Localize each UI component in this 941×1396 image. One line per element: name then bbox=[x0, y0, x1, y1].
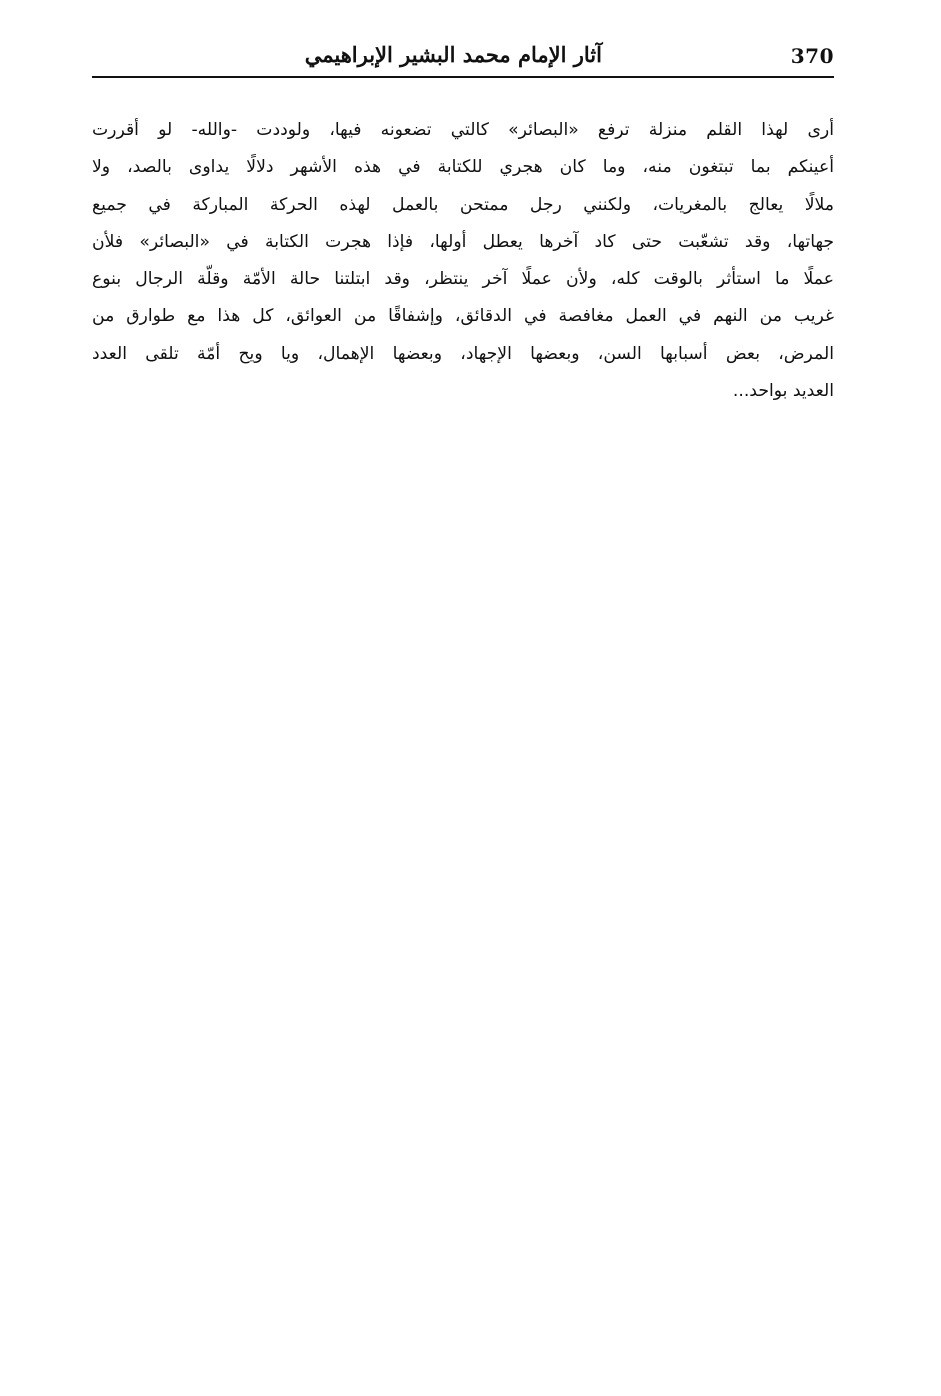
running-title: آثار الإمام محمد البشير الإبراهيمي bbox=[304, 42, 602, 67]
page-number: 370 bbox=[790, 44, 834, 68]
paragraph-line: جهاتها، وقد تشعّبت حتى كاد آخرها يعطل أولها، فإذا هجرت الكتابة في «البصائر» فلأن bbox=[92, 231, 834, 252]
body-paragraph bbox=[92, 112, 834, 410]
paragraph-line: عملًا ما استأثر بالوقت كله، ولأن عملًا آخر ينتظر، وقد ابتلتنا حالة الأمّة وقلّة الرجال بنوع bbox=[92, 269, 834, 290]
paragraph-line: ملالًا يعالج بالمغريات، ولكنني رجل ممتحن بالعمل لهذه الحركة المباركة في جميع bbox=[92, 194, 834, 215]
paragraph-line: أعينكم بما تبتغون منه، وما كان هجري للكتابة في هذه الأشهر دلالًا يداوى بالصد، ولا bbox=[92, 157, 834, 178]
paragraph-line: غريب من النهم في العمل مغافصة في الدقائق، وإشفاقًا من العوائق، كل هذا مع طوارق من bbox=[92, 306, 834, 327]
paragraph-line: العديد بواحد... bbox=[732, 381, 834, 402]
paragraph-line: المرض، بعض أسبابها السن، وبعضها الإجهاد، وبعضها الإهمال، ويا ويح أمّة تلقى العدد bbox=[92, 343, 834, 364]
paragraph-line: أرى لهذا القلم منزلة ترفع «البصائر» كالتي تضعونه فيها، ولوددت -والله- لو أقررت bbox=[92, 120, 834, 140]
header-divider bbox=[92, 76, 834, 78]
page-header bbox=[92, 40, 834, 76]
